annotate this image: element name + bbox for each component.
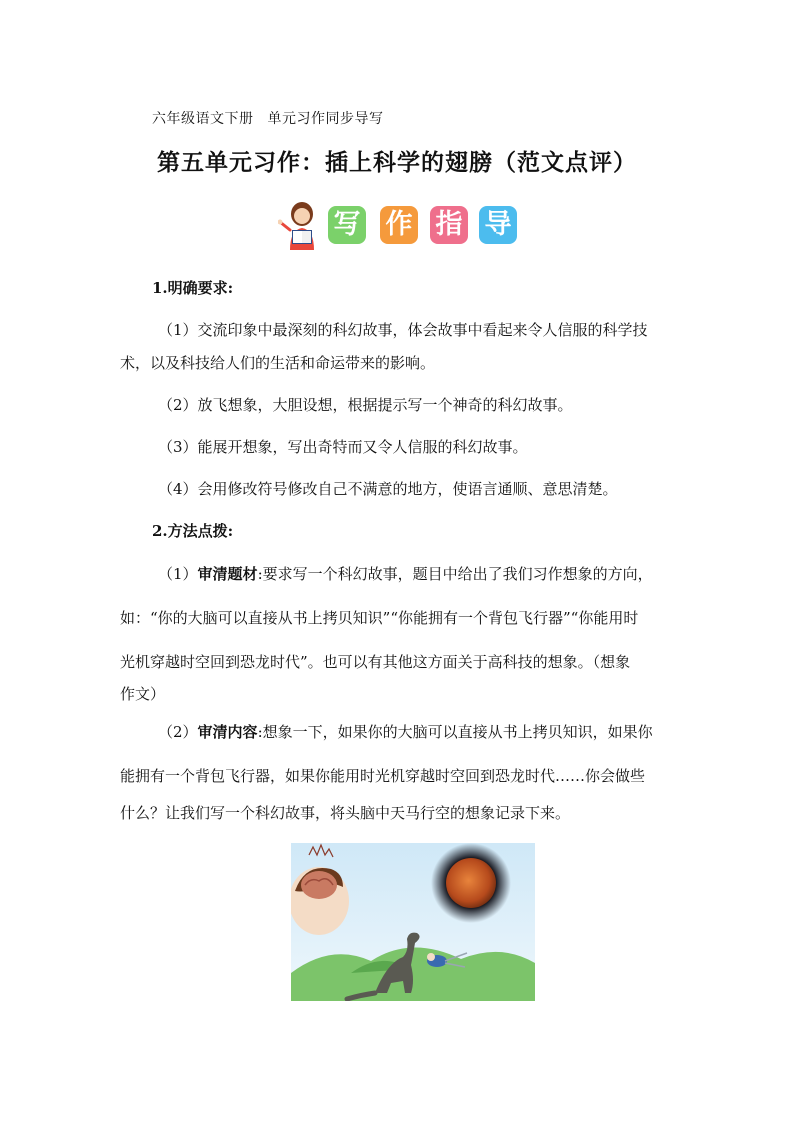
section2-item1-prefix: （1）: [158, 565, 198, 583]
section2-item2-line3: 什么？让我们写一个科幻故事，将头脑中天马行空的想象记录下来。: [120, 804, 571, 822]
section2-item2-bold: 审清内容: [197, 723, 258, 741]
section2-item2-rest: :想象一下，如果你的大脑可以直接从书上拷贝知识，如果你: [257, 723, 653, 741]
section1-item3: （3）能展开想象，写出奇特而又令人信服的科幻故事。: [158, 438, 528, 456]
section2-item1-line3: 光机穿越时空回到恐龙时代”。也可以有其他这方面关于高科技的想象。（想象: [120, 653, 631, 671]
header-line: [152, 108, 384, 128]
section2-item1-line2: 如：“你的大脑可以直接从书上拷贝知识”“你能拥有一个背包飞行器”“你能用时: [120, 609, 639, 627]
header-grade: 六年级语文下册: [152, 111, 254, 127]
sci-fi-illustration: [291, 843, 535, 1001]
section1-heading: 1.明确要求:: [152, 279, 234, 297]
section2-item1-bold: 审清题材: [197, 565, 258, 583]
section1-item2: （2）放飞想象，大胆设想，根据提示写一个神奇的科幻故事。: [158, 396, 573, 414]
section1-item1-line1: （1）交流印象中最深刻的科幻故事，体会故事中看起来令人信服的科学技: [158, 321, 648, 339]
writing-guide-banner: [278, 200, 518, 252]
section2-item2-line1: [158, 721, 718, 743]
banner-char-3: 指: [430, 206, 468, 244]
section2-item1-rest: :要求写一个科幻故事，题目中给出了我们习作想象的方向，: [257, 565, 653, 583]
banner-char-2: 作: [380, 206, 418, 244]
section1-item4: （4）会用修改符号修改自己不满意的地方，使语言通顺、意思清楚。: [158, 480, 618, 498]
section2-item2-line2: 能拥有一个背包飞行器，如果你能用时光机穿越时空回到恐龙时代……你会做些: [120, 767, 646, 785]
header-subtitle: 单元习作同步导写: [267, 111, 384, 127]
section2-heading: 2.方法点拨:: [152, 522, 234, 540]
teacher-reading-icon: [278, 200, 322, 252]
section1-item1-line2: 术，以及科技给人们的生活和命运带来的影响。: [120, 354, 436, 372]
section2-item1-line4: 作文）: [120, 685, 166, 703]
section2-item1-line1: [158, 563, 718, 585]
banner-char-1: 写: [328, 206, 366, 244]
section2-item2-prefix: （2）: [158, 723, 198, 741]
page-title: 第五单元习作：插上科学的翅膀（范文点评）: [157, 149, 637, 176]
mars-planet-icon: [431, 843, 511, 923]
banner-char-4: 导: [479, 206, 517, 244]
